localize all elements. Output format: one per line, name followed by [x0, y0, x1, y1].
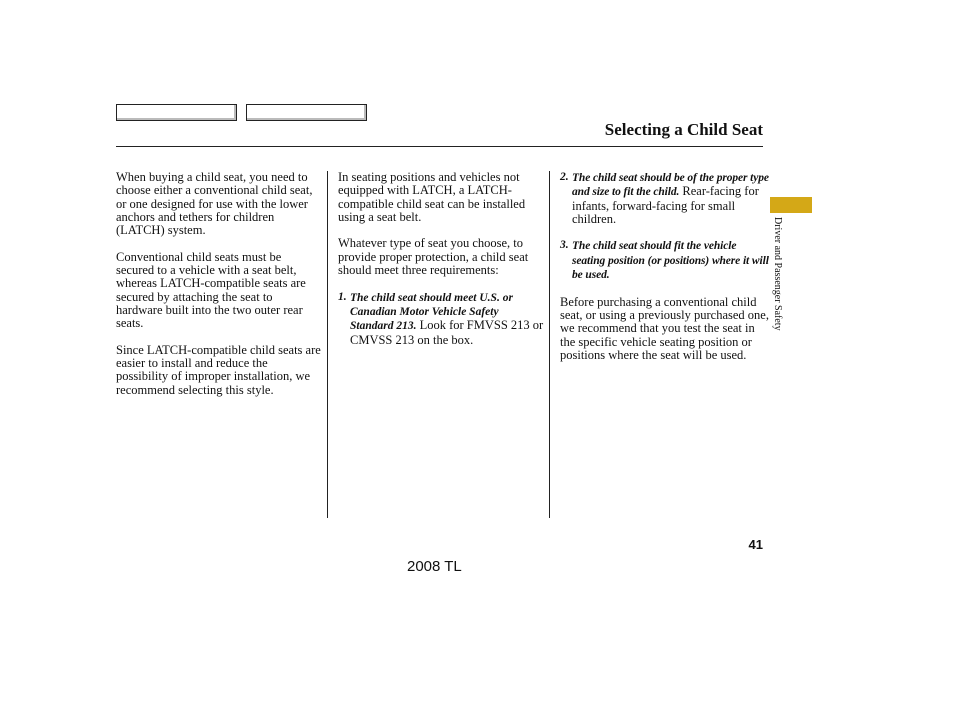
requirement-heading: The child seat should fit the vehicle seating position (or positions) where it will be used. — [572, 240, 769, 282]
nav-button-2[interactable] — [246, 104, 367, 121]
paragraph: Conventional child seats must be secured to a vehicle with a seat belt, whereas LATCH-compatible seats are secured by attaching the seat to hardware built into the two outer rear seats. — [116, 249, 306, 331]
paragraph: When buying a child seat, you need to choose either a conventional child seat, or one designed for use with the lower anchors and tethers for children (LATCH) system. — [116, 170, 313, 238]
nav-button-1[interactable] — [116, 104, 237, 121]
requirement-number: 3. — [560, 239, 569, 252]
requirement-3 — [560, 239, 770, 282]
requirement-number: 2. — [560, 171, 569, 183]
requirement-2 — [560, 171, 770, 226]
page-title: Selecting a Child Seat — [604, 120, 763, 139]
paragraph: Before purchasing a conventional child seat, or using a previously purchased one, we recommend that you test the seat in the specific vehicle seating position or positions where the seat will be used. — [560, 294, 769, 362]
paragraph: Whatever type of seat you choose, to provide proper protection, a child seat should meet three requirements: — [338, 236, 529, 278]
column-divider — [549, 171, 550, 518]
column-divider — [327, 171, 328, 518]
requirement-heading: The child seat should be of the proper type and size to fit the child. — [572, 172, 769, 199]
paragraph: Since LATCH-compatible child seats are easier to install and reduce the possibility of improper installation, we recommend selecting this style. — [116, 342, 321, 397]
requirement-heading: The child seat should meet U.S. or Canadian Motor Vehicle Safety Standard 213. — [350, 291, 513, 333]
text-column-3 — [560, 171, 770, 375]
requirement-text: Look for FMVSS 213 or CMVSS 213 on the box. — [350, 318, 544, 347]
section-tab — [770, 197, 812, 213]
text-column-1 — [116, 171, 322, 410]
section-label: Driver and Passenger Safety — [772, 217, 783, 331]
requirement-text: Rear-facing for infants, forward-facing for small children. — [572, 184, 759, 226]
title-divider — [116, 146, 763, 147]
footer-model: 2008 TL — [407, 558, 462, 575]
requirement-1 — [338, 291, 544, 347]
requirement-number: 1. — [338, 290, 347, 303]
paragraph: In seating positions and vehicles not equipped with LATCH, a LATCH-compatible child seat can be installed using a seat belt. — [338, 170, 526, 224]
text-column-2 — [338, 171, 544, 360]
page-number: 41 — [748, 537, 763, 552]
